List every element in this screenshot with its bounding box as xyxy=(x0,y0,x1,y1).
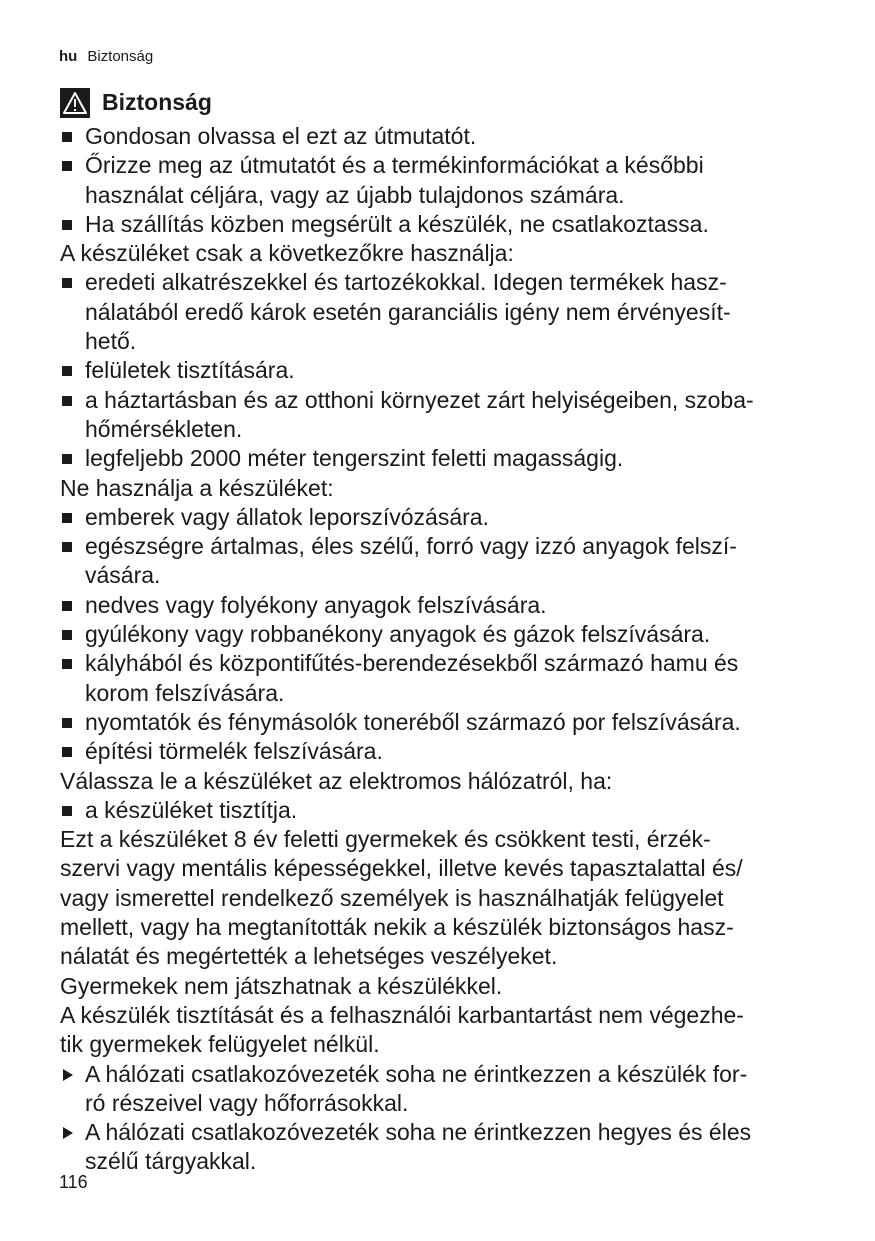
text-line: nyomtatók és fénymásolók toneréből származó por felszívására. xyxy=(85,708,741,735)
text-line: legfeljebb 2000 méter tengerszint feletti magasságig. xyxy=(85,445,624,472)
bullet-item xyxy=(60,737,828,766)
action-step xyxy=(60,1118,828,1177)
bullet-square-icon xyxy=(62,718,72,728)
paragraph xyxy=(60,474,828,503)
text-line: egészségre ártalmas, éles szélű, forró vagy izzó anyagok felszí- xyxy=(85,533,737,560)
text-line: eredeti alkatrészekkel és tartozékokkal. Idegen termékek hasz- xyxy=(85,269,727,296)
text-line: szervi vagy mentális képességekkel, illetve kevés tapasztalattal és/ xyxy=(60,855,743,882)
text-line: korom felszívására. xyxy=(85,679,285,706)
bullet-item xyxy=(60,356,828,385)
section-heading xyxy=(60,86,828,120)
bullet-square-icon xyxy=(62,513,72,523)
page-number: 116 xyxy=(59,1172,88,1192)
bullet-item xyxy=(60,268,828,356)
text-line: a háztartásban és az otthoni környezet zárt helyiségeiben, szoba- xyxy=(85,386,754,413)
paragraph xyxy=(60,239,828,268)
bullet-square-icon xyxy=(62,161,72,171)
paragraph xyxy=(60,1001,828,1060)
text-line: hető. xyxy=(85,328,137,355)
text-line: Gyermekek nem játszhatnak a készülékkel. xyxy=(60,972,503,999)
text-line: Gondosan olvassa el ezt az útmutatót. xyxy=(85,123,477,149)
header-section-title: Biztonság xyxy=(87,48,154,65)
paragraph xyxy=(60,825,828,971)
bullet-item xyxy=(60,649,828,708)
bullet-square-icon xyxy=(62,366,72,376)
text-line: felületek tisztítására. xyxy=(85,357,295,384)
bullet-square-icon xyxy=(62,747,72,757)
bullet-item xyxy=(60,151,828,210)
bullet-item xyxy=(60,386,828,445)
text-line: tik gyermekek felügyelet nélkül. xyxy=(60,1031,380,1058)
text-line: vagy ismerettel rendelkező személyek is használhatják felügyelet xyxy=(60,884,724,911)
page-content xyxy=(60,86,828,1177)
section-title: Biztonság xyxy=(102,89,212,116)
warning-triangle-icon xyxy=(60,88,90,118)
text-line: Válassza le a készüléket az elektromos hálózatról, ha: xyxy=(60,767,613,794)
bullet-square-icon xyxy=(62,806,72,816)
bullet-square-icon xyxy=(62,542,72,552)
safety-text-blocks xyxy=(60,122,828,1177)
text-line: használat céljára, vagy az újabb tulajdonos számára. xyxy=(85,181,625,208)
bullet-square-icon xyxy=(62,396,72,406)
text-line: Őrizze meg az útmutatót és a termékinformációkat a későbbi xyxy=(85,152,704,179)
bullet-square-icon xyxy=(62,601,72,611)
bullet-item xyxy=(60,532,828,591)
action-triangle-icon xyxy=(63,1127,73,1139)
text-line: emberek vagy állatok leporszívózására. xyxy=(85,503,489,530)
text-line: A hálózati csatlakozóvezeték soha ne érintkezzen a készülék for- xyxy=(85,1060,748,1087)
bullet-item xyxy=(60,503,828,532)
text-line: mellett, vagy ha megtanították nekik a készülék biztonságos hasz- xyxy=(60,914,734,941)
language-code: hu xyxy=(59,48,78,65)
bullet-item xyxy=(60,708,828,737)
text-line: a készüléket tisztítja. xyxy=(85,796,298,823)
running-header xyxy=(59,47,153,67)
text-line: kályhából és központifűtés-berendezésekből származó hamu és xyxy=(85,650,739,677)
text-line: Ezt a készüléket 8 év feletti gyermekek és csökkent testi, érzék- xyxy=(60,826,711,853)
text-line: szélű tárgyakkal. xyxy=(85,1148,257,1175)
text-line: építési törmelék felszívására. xyxy=(85,738,383,765)
text-line: A készüléket csak a következőkre használja: xyxy=(60,240,514,267)
text-line: nálatából eredő károk esetén garanciális igény nem érvényesít- xyxy=(85,298,731,325)
text-line: vására. xyxy=(85,562,161,589)
bullet-square-icon xyxy=(62,132,72,142)
bullet-item xyxy=(60,591,828,620)
text-line: gyúlékony vagy robbanékony anyagok és gázok felszívására. xyxy=(85,621,711,648)
text-line: hőmérsékleten. xyxy=(85,415,243,442)
bullet-square-icon xyxy=(62,454,72,464)
paragraph xyxy=(60,767,828,796)
text-line: nálatát és megértették a lehetséges veszélyeket. xyxy=(60,943,558,970)
text-line: Ha szállítás közben megsérült a készülék, ne csatlakoztassa. xyxy=(85,210,709,237)
bullet-item xyxy=(60,210,828,239)
bullet-square-icon xyxy=(62,278,72,288)
bullet-item xyxy=(60,444,828,473)
bullet-square-icon xyxy=(62,659,72,669)
text-line: nedves vagy folyékony anyagok felszívására. xyxy=(85,591,547,618)
text-line: ró részeivel vagy hőforrásokkal. xyxy=(85,1089,409,1116)
bullet-square-icon xyxy=(62,220,72,230)
bullet-item xyxy=(60,620,828,649)
action-triangle-icon xyxy=(63,1069,73,1081)
bullet-item xyxy=(60,122,828,151)
text-line: A hálózati csatlakozóvezeték soha ne érintkezzen hegyes és éles xyxy=(85,1119,752,1146)
action-step xyxy=(60,1060,828,1119)
bullet-item xyxy=(60,796,828,825)
bullet-square-icon xyxy=(62,630,72,640)
text-line: Ne használja a készüléket: xyxy=(60,474,334,501)
paragraph xyxy=(60,972,828,1001)
text-line: A készülék tisztítását és a felhasználói karbantartást nem végezhe- xyxy=(60,1001,744,1028)
